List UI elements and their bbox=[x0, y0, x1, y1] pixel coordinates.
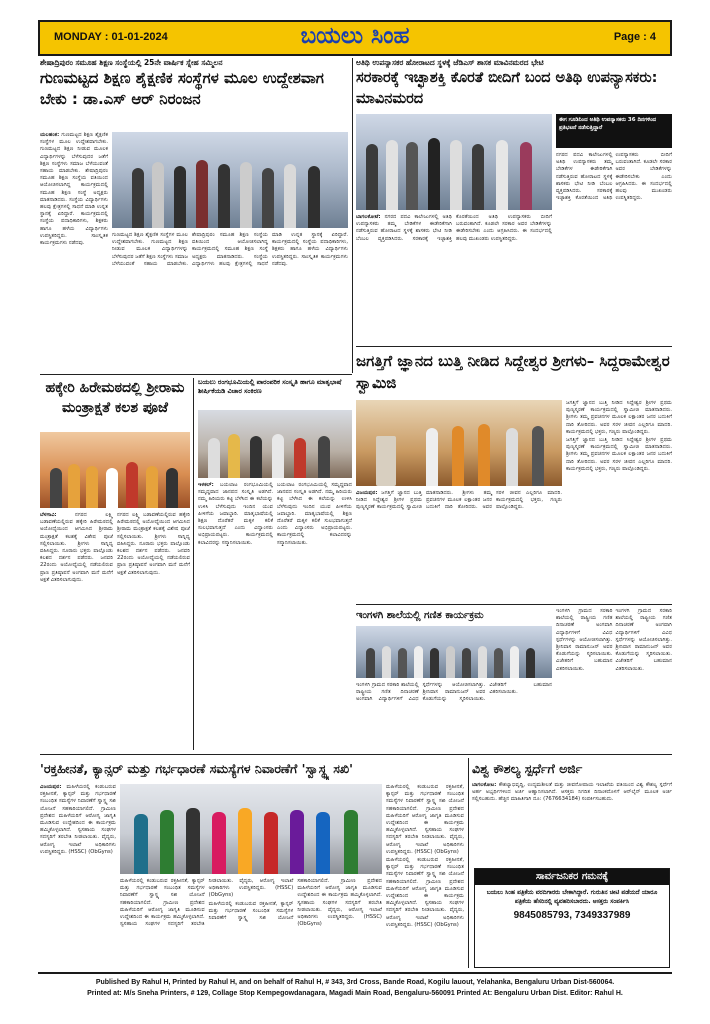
article-body: ಬೆಳಗಾವಿ: ನಗರದ ಲಕ್ಷ್ಮಿ ಬಡಾವಣೆಯಲ್ಲಿರುವ ಹಕ್ಕೇರಿ ಹಿರೇಮಠದಲ್ಲಿ ಅಯೋಧ್ಯೆಯಿಂದ ಆಗಮಿಸಿದ ಶ್ರೀರಾಮ ಮಂತ್ರಾಕ್ಷತೆ ಕಲಶಕ್ಕೆ ವಿಶೇಷ ಪೂಜೆ ಸಲ್ಲಿಸಲಾಯಿತು. ಶ್ರೀಗಳು ಸಾನ್ನಿಧ್ಯ ವಹಿಸಿದ್ದರು. ನೂರಾರು ಭಕ್ತರು ಪಾಲ್ಗೊಂಡು ಕಲಶದ ದರ್ಶನ ಪಡೆದರು. ಜನವರಿ 22ರಂದು ಅಯೋಧ್ಯೆಯಲ್ಲಿ ನಡೆಯಲಿರುವ ಪ್ರಾಣ ಪ್ರತಿಷ್ಠಾಪನೆ ಅಂಗವಾಗಿ ಮನೆ ಮನೆಗೆ ಅಕ್ಷತೆ ವಿತರಿಸಲಾಗುವುದು. ನಗರದ ಲಕ್ಷ್ಮಿ ಬಡಾವಣೆಯಲ್ಲಿರುವ ಹಕ್ಕೇರಿ ಹಿರೇಮಠದಲ್ಲಿ ಅಯೋಧ್ಯೆಯಿಂದ ಆಗಮಿಸಿದ ಶ್ರೀರಾಮ ಮಂತ್ರಾಕ್ಷತೆ ಕಲಶಕ್ಕೆ ವಿಶೇಷ ಪೂಜೆ ಸಲ್ಲಿಸಲಾಯಿತು. ಶ್ರೀಗಳು ಸಾನ್ನಿಧ್ಯ ವಹಿಸಿದ್ದರು. ನೂರಾರು ಭಕ್ತರು ಪಾಲ್ಗೊಂಡು ಕಲಶದ ದರ್ಶನ ಪಡೆದರು. ಜನವರಿ 22ರಂದು ಅಯೋಧ್ಯೆಯಲ್ಲಿ ನಡೆಯಲಿರುವ ಪ್ರಾಣ ಪ್ರತಿಷ್ಠಾಪನೆ ಅಂಗವಾಗಿ ಮನೆ ಮನೆಗೆ ಅಕ್ಷತೆ ವಿತರಿಸಲಾಗುವುದು. bbox=[40, 512, 190, 583]
newspaper-page bbox=[38, 20, 672, 1005]
article-body: ಬಾಗಲಕೋಟೆ: ನಗರದ ಪದವಿ ಕಾಲೇಜುಗಳಲ್ಲಿ ಅತಿಥಿ ಉಪನ್ಯಾಸಕರು ತಮ್ಮ ಬೇಡಿಕೆಗಳ ಈಡೇರಿಕೆಗಾಗಿ ನಡೆಸುತ್ತಿರುವ ಹೋರಾಟದ ಸ್ಥಳಕ್ಕೆ ಶಾಸಕರು ಭೇಟಿ ನೀಡಿ ಬೆಂಬಲ ವ್ಯಕ್ತಪಡಿಸಿದರು. ಸರಕಾರಕ್ಕೆ ಇಚ್ಛಾಶಕ್ತಿ ಕೊರತೆಯಿಂದ ಅತಿಥಿ ಉಪನ್ಯಾಸಕರು ಬೀದಿಗೆ ಬರುವಂತಾಗಿದೆ. ಕೂಡಲೇ ಸರಕಾರ ಅವರ ಬೇಡಿಕೆಗಳನ್ನು ಈಡೇರಿಸಬೇಕು ಎಂದು ಆಗ್ರಹಿಸಿದರು. ಈ ಸಂದರ್ಭದಲ್ಲಿ ಹಲವು ಮುಖಂಡರು ಉಪಸ್ಥಿತರಿದ್ದರು. bbox=[356, 214, 552, 242]
article-body-continued: ಗುಣಮಟ್ಟದ ಶಿಕ್ಷಣ ಶೈಕ್ಷಣಿಕ ಸಂಸ್ಥೆಗಳ ಮೂಲ ಉದ್ದೇಶವಾಗಬೇಕು. ಗುಣಮಟ್ಟದ ಶಿಕ್ಷಣ ನೀಡುವ ಮೂಲಕ ವಿದ್ಯಾರ್ಥಿಗಳನ್ನು ಬೆಳೆಸುವುದರ ಜತೆಗೆ ಶಿಕ್ಷಣ ಸಂಸ್ಥೆಗಳು ಸಮಾಜ ಬೆಳೆಯುವಂತೆ ಸಹಾಯ ಮಾಡಬೇಕು. ಶೇಷಾದ್ರಿಪುರಂ ಸಮೂಹ ಶಿಕ್ಷಣ ಸಂಸ್ಥೆಯ ವತಿಯಿಂದ ಆಯೋಜಿಸಲಾಗಿದ್ದ ಕಾರ್ಯಕ್ರಮದಲ್ಲಿ ಸಮೂಹ ಶಿಕ್ಷಣ ಸಂಸ್ಥೆ ಅಧ್ಯಕ್ಷರು ಮಾತನಾಡಿದರು. ಸಂಸ್ಥೆಯ ವಿದ್ಯಾರ್ಥಿಗಳು ಹಲವು ಕ್ಷೇತ್ರಗಳಲ್ಲಿ ಸಾಧನೆ ಮಾಡಿ ಉನ್ನತ ಸ್ಥಾನಕ್ಕೆ ಏರಿದ್ದಾರೆ. ಕಾರ್ಯಕ್ರಮದಲ್ಲಿ ಸಂಸ್ಥೆಯ ಪದಾಧಿಕಾರಿಗಳು, ಶಿಕ್ಷಕರು ಹಾಗೂ ಹಳೆಯ ವಿದ್ಯಾರ್ಥಿಗಳು ಉಪಸ್ಥಿತರಿದ್ದರು. ಸಾಂಸ್ಕೃತಿಕ ಕಾರ್ಯಕ್ರಮಗಳು ನಡೆದವು. bbox=[112, 232, 348, 267]
article-photo bbox=[356, 114, 552, 210]
article-body-continued: ಮಹಿಳೆಯರಲ್ಲಿ ಕಂಡುಬರುವ ರಕ್ತಹೀನತೆ, ಕ್ಯಾನ್ಸರ್ ಮತ್ತು ಗರ್ಭಧಾರಣೆ ಸಂಬಂಧಿತ ಸಮಸ್ಯೆಗಳ ನಿವಾರಣೆಗೆ ಸ್ವಾಸ್ಥ್ಯ ಸಖಿ ಯೋಜನೆ ಸಹಕಾರಿಯಾಗಲಿದೆ. ಗ್ರಾಮೀಣ ಪ್ರದೇಶದ ಮಹಿಳೆಯರಿಗೆ ಆರೋಗ್ಯ ಜಾಗೃತಿ ಮೂಡಿಸುವ ಉದ್ದೇಶದಿಂದ ಈ ಕಾರ್ಯಕ್ರಮ ಹಮ್ಮಿಕೊಳ್ಳಲಾಗಿದೆ. ಸ್ವಸಹಾಯ ಸಂಘಗಳ ಸದಸ್ಯರಿಗೆ ತರಬೇತಿ ನೀಡಲಾಯಿತು. ವೈದ್ಯರು, ಆರೋಗ್ಯ ಇಲಾಖೆ ಅಧಿಕಾರಿಗಳು ಉಪಸ್ಥಿತರಿದ್ದರು. (HSSC) (ObGyns) ಮಹಿಳೆಯರಲ್ಲಿ ಕಂಡುಬರುವ ರಕ್ತಹೀನತೆ, ಕ್ಯಾನ್ಸರ್ ಮತ್ತು ಗರ್ಭಧಾರಣೆ ಸಂಬಂಧಿತ ಸಮಸ್ಯೆಗಳ ನಿವಾರಣೆಗೆ ಸ್ವಾಸ್ಥ್ಯ ಸಖಿ ಯೋಜನೆ ಸಹಕಾರಿಯಾಗಲಿದೆ. ಗ್ರಾಮೀಣ ಪ್ರದೇಶದ ಮಹಿಳೆಯರಿಗೆ ಆರೋಗ್ಯ ಜಾಗೃತಿ ಮೂಡಿಸುವ ಉದ್ದೇಶದಿಂದ ಈ ಕಾರ್ಯಕ್ರಮ ಹಮ್ಮಿಕೊಳ್ಳಲಾಗಿದೆ. ಸ್ವಸಹಾಯ ಸಂಘಗಳ ಸದಸ್ಯರಿಗೆ ತರಬೇತಿ ನೀಡಲಾಯಿತು. ವೈದ್ಯರು, ಆರೋಗ್ಯ ಇಲಾಖೆ ಅಧಿಕಾರಿಗಳು ಉಪಸ್ಥಿತರಿದ್ದರು. (HSSC) (ObGyns) bbox=[120, 878, 382, 928]
article-photo bbox=[356, 400, 562, 486]
notice-title: ಸಾರ್ವಜನಿಕರ ಗಮನಕ್ಕೆ bbox=[475, 869, 669, 885]
article-photo bbox=[112, 132, 348, 228]
article-world-skills bbox=[472, 758, 672, 780]
article-body: ವಿಜಯಪುರ: ಜಗತ್ತಿಗೆ ಜ್ಞಾನದ ಬುತ್ತಿ ನೀಡಿದ ಸಿದ್ದೇಶ್ವರ ಶ್ರೀಗಳ ಪ್ರಥಮ ಪುಣ್ಯಸ್ಮರಣೆ ಕಾರ್ಯಕ್ರಮದಲ್ಲಿ ಸ್ವಾಮೀಜಿ ಮಾತನಾಡಿದರು. ಶ್ರೀಗಳು ತಮ್ಮ ಪ್ರವಚನಗಳ ಮೂಲಕ ಲಕ್ಷಾಂತರ ಜನರ ಬದುಕಿಗೆ ದಾರಿ ತೋರಿದರು. ಅವರ ಸರಳ ಜೀವನ ಎಲ್ಲರಿಗೂ ಮಾದರಿ. ಕಾರ್ಯಕ್ರಮದಲ್ಲಿ ಭಕ್ತರು, ಗಣ್ಯರು ಪಾಲ್ಗೊಂಡಿದ್ದರು. bbox=[356, 490, 562, 511]
column-divider bbox=[352, 58, 353, 373]
article-body-side: ಇಂಗಳಗಿ ಗ್ರಾಮದ ಸರಕಾರಿ ಶಾಲೆಯಲ್ಲಿ ರಾಷ್ಟ್ರೀಯ ಗಣಿತ ದಿನಾಚರಣೆ ಅಂಗವಾಗಿ ವಿದ್ಯಾರ್ಥಿಗಳಿಗೆ ವಿವಿಧ ಸ್ಪರ್ಧೆಗಳನ್ನು ಆಯೋಜಿಸಲಾಗಿತ್ತು. ಶ್ರೀನಿವಾಸ ರಾಮಾನುಜನ್ ಅವರ ಕೊಡುಗೆಯನ್ನು ಸ್ಮರಿಸಲಾಯಿತು. ವಿಜೇತರಿಗೆ ಬಹುಮಾನ ವಿತರಿಸಲಾಯಿತು. ಇಂಗಳಗಿ ಗ್ರಾಮದ ಸರಕಾರಿ ಶಾಲೆಯಲ್ಲಿ ರಾಷ್ಟ್ರೀಯ ಗಣಿತ ದಿನಾಚರಣೆ ಅಂಗವಾಗಿ ವಿದ್ಯಾರ್ಥಿಗಳಿಗೆ ವಿವಿಧ ಸ್ಪರ್ಧೆಗಳನ್ನು ಆಯೋಜಿಸಲಾಗಿತ್ತು. ಶ್ರೀನಿವಾಸ ರಾಮಾನುಜನ್ ಅವರ ಕೊಡುಗೆಯನ್ನು ಸ್ಮರಿಸಲಾಯಿತು. ವಿಜೇತರಿಗೆ ಬಹುಮಾನ ವಿತರಿಸಲಾಯಿತು. bbox=[556, 608, 672, 672]
article-headline: ವಿಶ್ವ ಕೌಶಲ್ಯ ಸ್ಪರ್ಧೆಗೆ ಅರ್ಜಿ bbox=[472, 761, 583, 776]
article-headline: ಜಗತ್ತಿಗೆ ಜ್ಞಾನದ ಬುತ್ತಿ ನೀಡಿದ ಸಿದ್ದೇಶ್ವರ ಶ್ರೀಗಳು– ಸಿದ್ದರಾಮೇಶ್ವರ ಸ್ವಾಮಿಜಿ bbox=[356, 352, 670, 392]
article-education-headline bbox=[40, 58, 350, 128]
article-photo bbox=[40, 432, 190, 508]
article-swasthya-sakhi bbox=[40, 758, 464, 782]
article-body-side: ಮಹಿಳೆಯರಲ್ಲಿ ಕಂಡುಬರುವ ರಕ್ತಹೀನತೆ, ಕ್ಯಾನ್ಸರ್ ಮತ್ತು ಗರ್ಭಧಾರಣೆ ಸಂಬಂಧಿತ ಸಮಸ್ಯೆಗಳ ನಿವಾರಣೆಗೆ ಸ್ವಾಸ್ಥ್ಯ ಸಖಿ ಯೋಜನೆ ಸಹಕಾರಿಯಾಗಲಿದೆ. ಗ್ರಾಮೀಣ ಪ್ರದೇಶದ ಮಹಿಳೆಯರಿಗೆ ಆರೋಗ್ಯ ಜಾಗೃತಿ ಮೂಡಿಸುವ ಉದ್ದೇಶದಿಂದ ಈ ಕಾರ್ಯಕ್ರಮ ಹಮ್ಮಿಕೊಳ್ಳಲಾಗಿದೆ. ಸ್ವಸಹಾಯ ಸಂಘಗಳ ಸದಸ್ಯರಿಗೆ ತರಬೇತಿ ನೀಡಲಾಯಿತು. ವೈದ್ಯರು, ಆರೋಗ್ಯ ಇಲಾಖೆ ಅಧಿಕಾರಿಗಳು ಉಪಸ್ಥಿತರಿದ್ದರು. (HSSC) (ObGyns) ಮಹಿಳೆಯರಲ್ಲಿ ಕಂಡುಬರುವ ರಕ್ತಹೀನತೆ, ಕ್ಯಾನ್ಸರ್ ಮತ್ತು ಗರ್ಭಧಾರಣೆ ಸಂಬಂಧಿತ ಸಮಸ್ಯೆಗಳ ನಿವಾರಣೆಗೆ ಸ್ವಾಸ್ಥ್ಯ ಸಖಿ ಯೋಜನೆ ಸಹಕಾರಿಯಾಗಲಿದೆ. ಗ್ರಾಮೀಣ ಪ್ರದೇಶದ ಮಹಿಳೆಯರಿಗೆ ಆರೋಗ್ಯ ಜಾಗೃತಿ ಮೂಡಿಸುವ ಉದ್ದೇಶದಿಂದ ಈ ಕಾರ್ಯಕ್ರಮ ಹಮ್ಮಿಕೊಳ್ಳಲಾಗಿದೆ. ಸ್ವಸಹಾಯ ಸಂಘಗಳ ಸದಸ್ಯರಿಗೆ ತರಬೇತಿ ನೀಡಲಾಯಿತು. ವೈದ್ಯರು, ಆರೋಗ್ಯ ಇಲಾಖೆ ಅಧಿಕಾರಿಗಳು ಉಪಸ್ಥಿತರಿದ್ದರು. (HSSC) (ObGyns) bbox=[386, 784, 464, 928]
article-photo bbox=[120, 784, 382, 874]
article-siddeshwara bbox=[356, 350, 672, 398]
article-headline: ಇಂಗಳಗಿ ಶಾಲೆಯಲ್ಲಿ ಗಣಿತ ಕಾರ್ಯಕ್ರಮ bbox=[356, 610, 484, 621]
article-body: ವಿಜಯಪುರ: ಮಹಿಳೆಯರಲ್ಲಿ ಕಂಡುಬರುವ ರಕ್ತಹೀನತೆ, ಕ್ಯಾನ್ಸರ್ ಮತ್ತು ಗರ್ಭಧಾರಣೆ ಸಂಬಂಧಿತ ಸಮಸ್ಯೆಗಳ ನಿವಾರಣೆಗೆ ಸ್ವಾಸ್ಥ್ಯ ಸಖಿ ಯೋಜನೆ ಸಹಕಾರಿಯಾಗಲಿದೆ. ಗ್ರಾಮೀಣ ಪ್ರದೇಶದ ಮಹಿಳೆಯರಿಗೆ ಆರೋಗ್ಯ ಜಾಗೃತಿ ಮೂಡಿಸುವ ಉದ್ದೇಶದಿಂದ ಈ ಕಾರ್ಯಕ್ರಮ ಹಮ್ಮಿಕೊಳ್ಳಲಾಗಿದೆ. ಸ್ವಸಹಾಯ ಸಂಘಗಳ ಸದಸ್ಯರಿಗೆ ತರಬೇತಿ ನೀಡಲಾಯಿತು. ವೈದ್ಯರು, ಆರೋಗ್ಯ ಇಲಾಖೆ ಅಧಿಕಾರಿಗಳು ಉಪಸ್ಥಿತರಿದ್ದರು. (HSSC) (ObGyns) bbox=[40, 784, 116, 855]
imprint-footer bbox=[38, 972, 672, 1006]
page-number: Page : 4 bbox=[613, 31, 656, 43]
article-bayalata-seminar bbox=[198, 378, 352, 408]
column-divider bbox=[468, 758, 469, 968]
article-headline: ಗುಣಮಟ್ಟದ ಶಿಕ್ಷಣ ಶೈಕ್ಷಣಿಕ ಸಂಸ್ಥೆಗಳ ಮೂಲ ಉದ್ದೇಶವಾಗ ಬೇಕು : ಡಾ.ಎಸ್ ಆರ್ ನಿರಂಜನ bbox=[40, 69, 324, 108]
article-kicker: ಬಯಲು ರಂಗಭೂಮಿಯಲ್ಲಿ ಪಾರಂಪರಿಕ ಸಂಸ್ಕೃತಿ ಹಾಗೂ ಮಾತೃಭಾಷೆ ಶೀರ್ಷಿಕೆಯಡಿ ವಿಚಾರ ಸಂಕಿರಣ bbox=[198, 378, 342, 395]
issue-date: MONDAY : 01-01-2024 bbox=[54, 31, 168, 43]
article-headline: 'ರಕ್ತಹೀನತೆ, ಕ್ಯಾನ್ಸರ್ ಮತ್ತು ಗರ್ಭಧಾರಣೆ ಸಮಸ್ಯೆಗಳ ನಿವಾರಣೆಗೆ 'ಸ್ವಾಸ್ಥ್ಯ ಸಖಿ' bbox=[40, 761, 353, 776]
article-headline: ಹಕ್ಕೇರಿ ಹಿರೇಮಠದಲ್ಲಿ ಶ್ರೀರಾಮ ಮಂತ್ರಾಕ್ಷತೆ ಕಲಶ ಪೂಜೆ bbox=[45, 380, 185, 416]
column-divider bbox=[193, 378, 194, 750]
section-divider bbox=[40, 754, 672, 755]
article-body: ಇಳಕಲ್: ಬಯಲಾಟ ರಂಗಭೂಮಿಯಲ್ಲಿ ಸಮೃದ್ಧವಾದ ಜಾನಪದ ಸಂಸ್ಕೃತಿ ಅಡಗಿದೆ. ನಮ್ಮ ಹಿರಿಯರು ಕಟ್ಟಿ ಬೆಳೆಸಿದ ಈ ಕಲೆಯನ್ನು ಉಳಿಸಿ ಬೆಳೆಸುವುದು ಇಂದಿನ ಯುವ ಪೀಳಿಗೆಯ ಜವಾಬ್ದಾರಿ. ಮಾತೃಭಾಷೆಯಲ್ಲಿ ಶಿಕ್ಷಣ ದೊರೆತರೆ ಮಕ್ಕಳ ಕಲಿಕೆ ಸುಲಭವಾಗುತ್ತದೆ ಎಂದು ವಿದ್ವಾಂಸರು ಅಭಿಪ್ರಾಯಪಟ್ಟರು. ಕಾರ್ಯಕ್ರಮದಲ್ಲಿ ಕಲಾವಿದರನ್ನು ಸನ್ಮಾನಿಸಲಾಯಿತು. ಬಯಲಾಟ ರಂಗಭೂಮಿಯಲ್ಲಿ ಸಮೃದ್ಧವಾದ ಜಾನಪದ ಸಂಸ್ಕೃತಿ ಅಡಗಿದೆ. ನಮ್ಮ ಹಿರಿಯರು ಕಟ್ಟಿ ಬೆಳೆಸಿದ ಈ ಕಲೆಯನ್ನು ಉಳಿಸಿ ಬೆಳೆಸುವುದು ಇಂದಿನ ಯುವ ಪೀಳಿಗೆಯ ಜವಾಬ್ದಾರಿ. ಮಾತೃಭಾಷೆಯಲ್ಲಿ ಶಿಕ್ಷಣ ದೊರೆತರೆ ಮಕ್ಕಳ ಕಲಿಕೆ ಸುಲಭವಾಗುತ್ತದೆ ಎಂದು ವಿದ್ವಾಂಸರು ಅಭಿಪ್ರಾಯಪಟ್ಟರು. ಕಾರ್ಯಕ್ರಮದಲ್ಲಿ ಕಲಾವಿದರನ್ನು ಸನ್ಮಾನಿಸಲಾಯಿತು. bbox=[198, 482, 352, 546]
article-body-side: ನಗರದ ಪದವಿ ಕಾಲೇಜುಗಳಲ್ಲಿ ಅತಿಥಿ ಉಪನ್ಯಾಸಕರು ತಮ್ಮ ಬೇಡಿಕೆಗಳ ಈಡೇರಿಕೆಗಾಗಿ ನಡೆಸುತ್ತಿರುವ ಹೋರಾಟದ ಸ್ಥಳಕ್ಕೆ ಶಾಸಕರು ಭೇಟಿ ನೀಡಿ ಬೆಂಬಲ ವ್ಯಕ್ತಪಡಿಸಿದರು. ಸರಕಾರಕ್ಕೆ ಇಚ್ಛಾಶಕ್ತಿ ಕೊರತೆಯಿಂದ ಅತಿಥಿ ಉಪನ್ಯಾಸಕರು ಬೀದಿಗೆ ಬರುವಂತಾಗಿದೆ. ಕೂಡಲೇ ಸರಕಾರ ಅವರ ಬೇಡಿಕೆಗಳನ್ನು ಈಡೇರಿಸಬೇಕು ಎಂದು ಆಗ್ರಹಿಸಿದರು. ಈ ಸಂದರ್ಭದಲ್ಲಿ ಹಲವು ಮುಖಂಡರು ಉಪಸ್ಥಿತರಿದ್ದರು. bbox=[556, 152, 672, 202]
article-math-programme bbox=[356, 608, 556, 624]
public-notice-box bbox=[474, 868, 670, 968]
article-kicker: ಅತಿಥಿ ಉಪನ್ಯಾಸಕರ ಹೋರಾಟದ ಸ್ಥಳಕ್ಕೆ ಜೆಡಿಎಸ್ ಶಾಸಕ ಮಾವಿನಮರದ ಭೇಟಿ bbox=[356, 58, 544, 67]
imprint-line-1: Published By Rahul H, Printed by Rahul H, and on behalf of Rahul H, # 343, 3rd Cross, Bande Road, Kogilu lauout, Yelahanka, Bengaluru Urban Dist-560064. bbox=[95, 979, 615, 986]
article-kicker: ಶೇಷಾದ್ರಿಪುರಂ ಸಮೂಹ ಶಿಕ್ಷಣ ಸಂಸ್ಥೆಯಲ್ಲಿ 25ನೇ ವಾರ್ಷಿಕ ಸ್ನೇಹ ಸಮ್ಮಿಲನ bbox=[40, 58, 223, 67]
section-divider bbox=[40, 374, 352, 375]
article-body: ಇಂಗಳಗಿ ಗ್ರಾಮದ ಸರಕಾರಿ ಶಾಲೆಯಲ್ಲಿ ರಾಷ್ಟ್ರೀಯ ಗಣಿತ ದಿನಾಚರಣೆ ಅಂಗವಾಗಿ ವಿದ್ಯಾರ್ಥಿಗಳಿಗೆ ವಿವಿಧ ಸ್ಪರ್ಧೆಗಳನ್ನು ಆಯೋಜಿಸಲಾಗಿತ್ತು. ಶ್ರೀನಿವಾಸ ರಾಮಾನುಜನ್ ಅವರ ಕೊಡುಗೆಯನ್ನು ಸ್ಮರಿಸಲಾಯಿತು. ವಿಜೇತರಿಗೆ ಬಹುಮಾನ ವಿತರಿಸಲಾಯಿತು. bbox=[356, 682, 552, 703]
notice-body: ಬಯಲು ಸಿಂಹ ಪತ್ರಿಕೆಯ ವರದಿಗಾರರು ಬೇಕಾಗಿದ್ದಾರೆ. ಗುರುತಿನ ಚೀಟಿ ಪಡೆಯದೆ ಯಾರೂ ಪತ್ರಿಕೆಯ ಹೆಸರಿನಲ್ಲಿ ವ್ಯವಹರಿಸಬಾರದು. ಆಸಕ್ತರು ಸಂಪರ್ಕಿಸಿ bbox=[486, 889, 658, 905]
imprint-line-2: Printed at: M/s Sneha Printers, # 129, Collage Stop Kempegowdanagara, Magadi Main Road, Bengaluru-560091 Printed At: Bengaluru Urban Dist. Editor: Rahul H. bbox=[87, 990, 623, 997]
masthead bbox=[38, 20, 672, 56]
article-body-side: ಜಗತ್ತಿಗೆ ಜ್ಞಾನದ ಬುತ್ತಿ ನೀಡಿದ ಸಿದ್ದೇಶ್ವರ ಶ್ರೀಗಳ ಪ್ರಥಮ ಪುಣ್ಯಸ್ಮರಣೆ ಕಾರ್ಯಕ್ರಮದಲ್ಲಿ ಸ್ವಾಮೀಜಿ ಮಾತನಾಡಿದರು. ಶ್ರೀಗಳು ತಮ್ಮ ಪ್ರವಚನಗಳ ಮೂಲಕ ಲಕ್ಷಾಂತರ ಜನರ ಬದುಕಿಗೆ ದಾರಿ ತೋರಿದರು. ಅವರ ಸರಳ ಜೀವನ ಎಲ್ಲರಿಗೂ ಮಾದರಿ. ಕಾರ್ಯಕ್ರಮದಲ್ಲಿ ಭಕ್ತರು, ಗಣ್ಯರು ಪಾಲ್ಗೊಂಡಿದ್ದರು. ಜಗತ್ತಿಗೆ ಜ್ಞಾನದ ಬುತ್ತಿ ನೀಡಿದ ಸಿದ್ದೇಶ್ವರ ಶ್ರೀಗಳ ಪ್ರಥಮ ಪುಣ್ಯಸ್ಮರಣೆ ಕಾರ್ಯಕ್ರಮದಲ್ಲಿ ಸ್ವಾಮೀಜಿ ಮಾತನಾಡಿದರು. ಶ್ರೀಗಳು ತಮ್ಮ ಪ್ರವಚನಗಳ ಮೂಲಕ ಲಕ್ಷಾಂತರ ಜನರ ಬದುಕಿಗೆ ದಾರಿ ತೋರಿದರು. ಅವರ ಸರಳ ಜೀವನ ಎಲ್ಲರಿಗೂ ಮಾದರಿ. ಕಾರ್ಯಕ್ರಮದಲ್ಲಿ ಭಕ್ತರು, ಗಣ್ಯರು ಪಾಲ್ಗೊಂಡಿದ್ದರು. bbox=[566, 400, 672, 472]
newspaper-title: ಬಯಲು ಸಿಂಹ bbox=[300, 23, 410, 49]
article-rama-pooja bbox=[40, 378, 190, 430]
section-divider bbox=[356, 604, 672, 605]
notice-phone: 9845085793, 7349337989 bbox=[513, 910, 631, 921]
article-photo bbox=[198, 410, 352, 478]
article-highlight-box: ಈಗ ಗೂಡಿನಿಂದ ಅತಿಥಿ ಉಪನ್ಯಾಸಕರು 36 ದಿನಗಳಿಂದ ಪ್ರತಿಭಟನೆ ನಡೆಸುತ್ತಿದ್ದಾರೆ bbox=[556, 114, 672, 148]
article-body: ಬಾಗಲಕೋಟ: ಕೌಶಲ್ಯಾಭಿವೃದ್ಧಿ, ಉದ್ಯಮಶೀಲತೆ ಮತ್ತು ಜೀವನೋಪಾಯ ಇಲಾಖೆಯ ವತಿಯಿಂದ ವಿಶ್ವ ಕೌಶಲ್ಯ ಸ್ಪರ್ಧೆಗೆ ಅರ್ಹ ಅಭ್ಯರ್ಥಿಗಳಿಂದ ಅರ್ಜಿ ಆಹ್ವಾನಿಸಲಾಗಿದೆ. ಆಸಕ್ತರು ನಿಗದಿತ ದಿನಾಂಕದೊಳಗೆ ಆನ್‌ಲೈನ್ ಮೂಲಕ ಅರ್ಜಿ ಸಲ್ಲಿಸಬಹುದು. ಹೆಚ್ಚಿನ ಮಾಹಿತಿಗಾಗಿ ದೂ: (7676634184) ಸಂಪರ್ಕಿಸಬಹುದು. bbox=[472, 782, 672, 803]
article-body: ಯಲಹಂಕ: ಗುಣಮಟ್ಟದ ಶಿಕ್ಷಣ ಶೈಕ್ಷಣಿಕ ಸಂಸ್ಥೆಗಳ ಮೂಲ ಉದ್ದೇಶವಾಗಬೇಕು. ಗುಣಮಟ್ಟದ ಶಿಕ್ಷಣ ನೀಡುವ ಮೂಲಕ ವಿದ್ಯಾರ್ಥಿಗಳನ್ನು ಬೆಳೆಸುವುದರ ಜತೆಗೆ ಶಿಕ್ಷಣ ಸಂಸ್ಥೆಗಳು ಸಮಾಜ ಬೆಳೆಯುವಂತೆ ಸಹಾಯ ಮಾಡಬೇಕು. ಶೇಷಾದ್ರಿಪುರಂ ಸಮೂಹ ಶಿಕ್ಷಣ ಸಂಸ್ಥೆಯ ವತಿಯಿಂದ ಆಯೋಜಿಸಲಾಗಿದ್ದ ಕಾರ್ಯಕ್ರಮದಲ್ಲಿ ಸಮೂಹ ಶಿಕ್ಷಣ ಸಂಸ್ಥೆ ಅಧ್ಯಕ್ಷರು ಮಾತನಾಡಿದರು. ಸಂಸ್ಥೆಯ ವಿದ್ಯಾರ್ಥಿಗಳು ಹಲವು ಕ್ಷೇತ್ರಗಳಲ್ಲಿ ಸಾಧನೆ ಮಾಡಿ ಉನ್ನತ ಸ್ಥಾನಕ್ಕೆ ಏರಿದ್ದಾರೆ. ಕಾರ್ಯಕ್ರಮದಲ್ಲಿ ಸಂಸ್ಥೆಯ ಪದಾಧಿಕಾರಿಗಳು, ಶಿಕ್ಷಕರು ಹಾಗೂ ಹಳೆಯ ವಿದ್ಯಾರ್ಥಿಗಳು ಉಪಸ್ಥಿತರಿದ್ದರು. ಸಾಂಸ್ಕೃತಿಕ ಕಾರ್ಯಕ್ರಮಗಳು ನಡೆದವು. bbox=[40, 132, 108, 247]
article-headline: ಸರಕಾರಕ್ಕೆ ಇಚ್ಛಾಶಕ್ತಿ ಕೊರತೆ ಬೀದಿಗೆ ಬಂದ ಅತಿಥಿ ಉಪನ್ಯಾಸಕರು: ಮಾವಿನಮರದ bbox=[356, 70, 658, 107]
article-photo bbox=[356, 626, 552, 678]
section-divider bbox=[356, 346, 672, 347]
